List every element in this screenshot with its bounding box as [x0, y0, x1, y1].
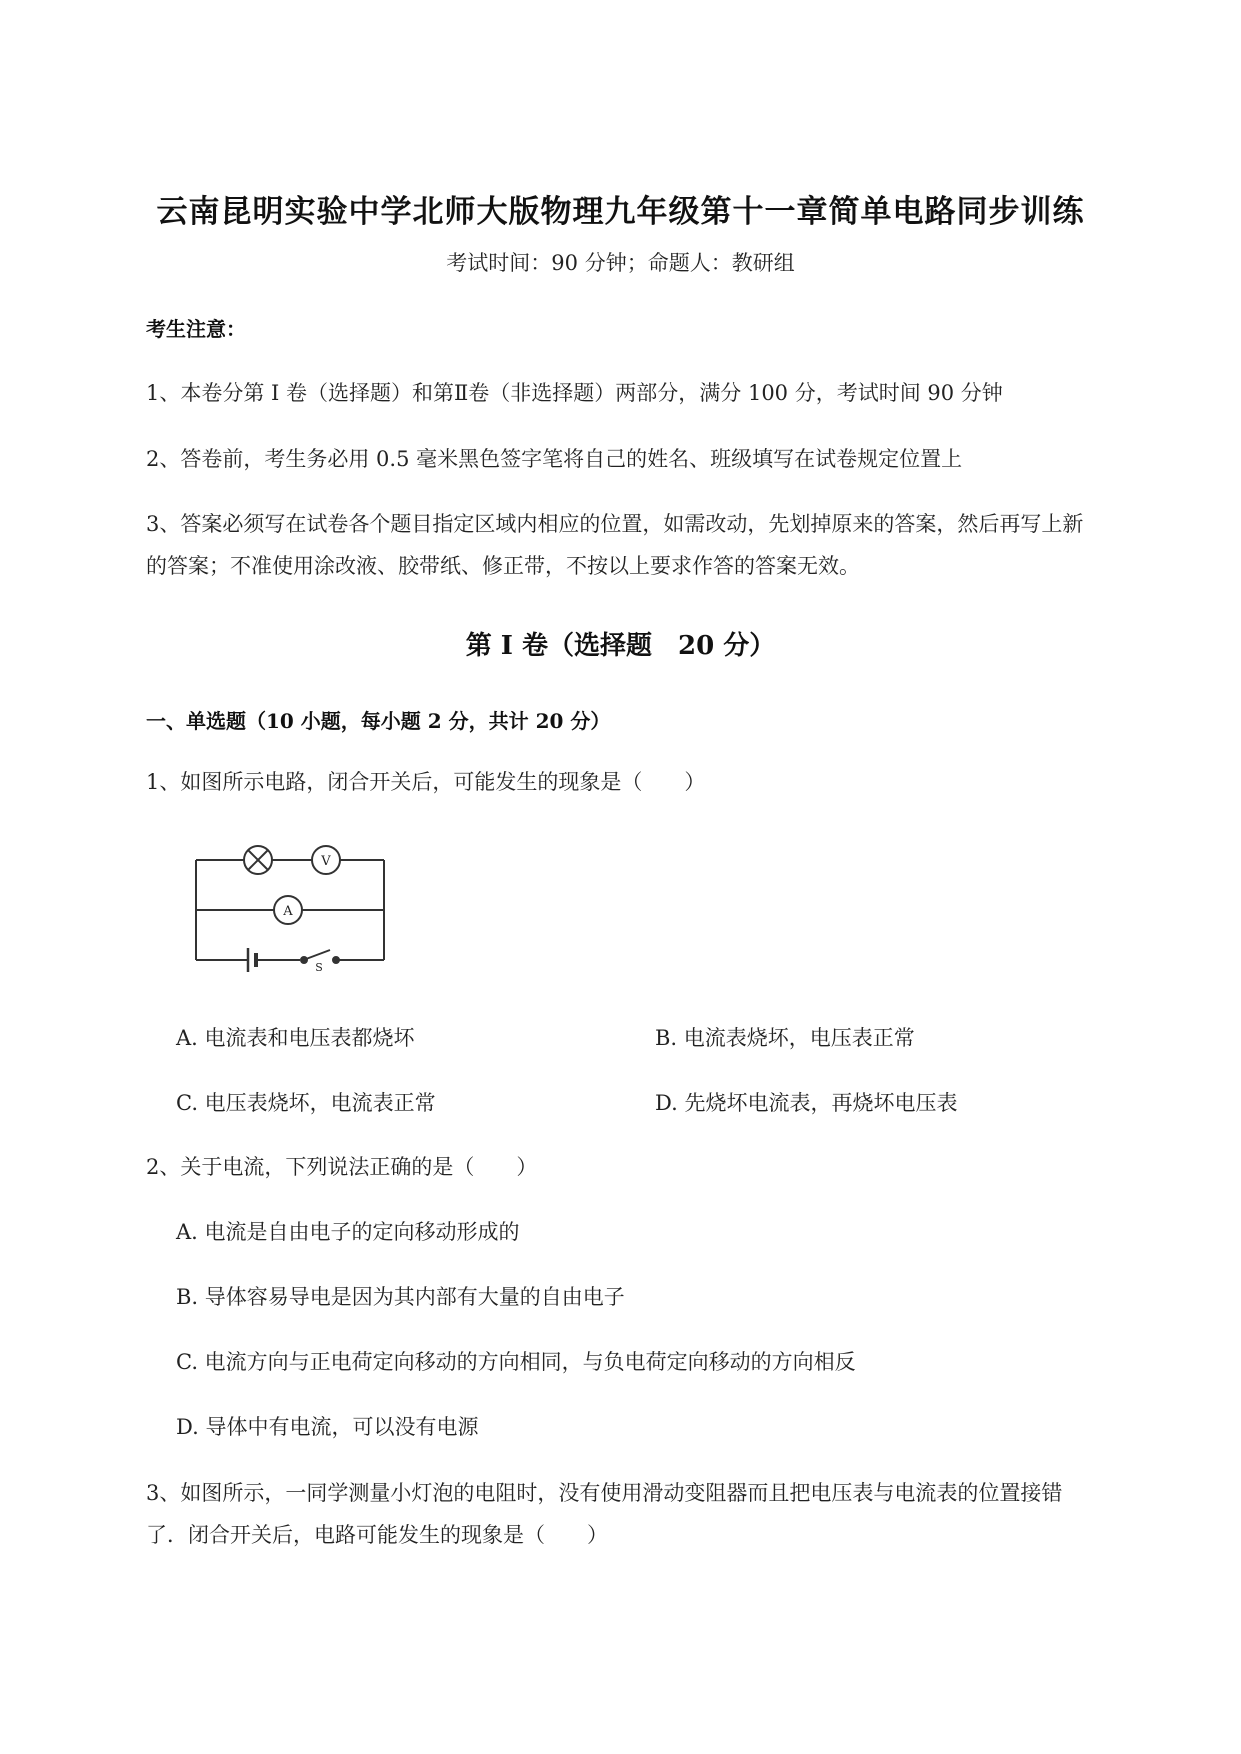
question-1-stem: 1、如图所示电路，闭合开关后，可能发生的现象是（ ） [146, 770, 706, 794]
question-2-stem: 2、关于电流，下列说法正确的是（ ） [146, 1155, 538, 1179]
question-3-stem-line: 了．闭合开关后，电路可能发生的现象是（ ） [146, 1523, 608, 1547]
circuit-diagram [190, 842, 400, 976]
part-heading: 一、单选题（10 小题，每小题 2 分，共计 20 分） [146, 709, 611, 733]
q1-option-b[interactable]: B. 电流表烧坏，电压表正常 [655, 1026, 915, 1050]
voltmeter-label: V [321, 854, 331, 869]
section-title: 第 I 卷（选择题 20 分） [465, 631, 776, 661]
q1-option-c[interactable]: C. 电压表烧坏，电流表正常 [176, 1091, 436, 1115]
q1-option-d[interactable]: D. 先烧坏电流表，再烧坏电压表 [655, 1091, 958, 1115]
switch-label: S [315, 961, 323, 972]
note-item: 的答案；不准使用涂改液、胶带纸、修正带，不按以上要求作答的答案无效。 [146, 554, 860, 578]
exam-info: 考试时间：90 分钟；命题人：教研组 [446, 251, 795, 275]
q2-option-b[interactable]: B. 导体容易导电是因为其内部有大量的自由电子 [176, 1285, 625, 1309]
q1-option-a[interactable]: A. 电流表和电压表都烧坏 [176, 1026, 415, 1050]
note-item: 2、答卷前，考生务必用 0.5 毫米黑色签字笔将自己的姓名、班级填写在试卷规定位置上 [146, 447, 963, 471]
q2-option-d[interactable]: D. 导体中有电流，可以没有电源 [176, 1415, 479, 1439]
q2-option-c[interactable]: C. 电流方向与正电荷定向移动的方向相同，与负电荷定向移动的方向相反 [176, 1350, 856, 1374]
question-3-stem-line: 3、如图所示，一同学测量小灯泡的电阻时，没有使用滑动变阻器而且把电压表与电流表的位置接错 [146, 1481, 1063, 1505]
q2-option-a[interactable]: A. 电流是自由电子的定向移动形成的 [176, 1220, 520, 1244]
notes-heading: 考生注意： [146, 317, 246, 341]
switch-icon [306, 950, 330, 959]
page-title: 云南昆明实验中学北师大版物理九年级第十一章简单电路同步训练 [156, 194, 1085, 230]
note-item: 1、本卷分第 I 卷（选择题）和第Ⅱ卷（非选择题）两部分，满分 100 分，考试时间 90 分钟 [146, 381, 1003, 405]
ammeter-label: A [283, 904, 293, 919]
circuit-svg [190, 842, 400, 972]
note-item: 3、答案必须写在试卷各个题目指定区域内相应的位置，如需改动，先划掉原来的答案，然后再写上新 [146, 512, 1084, 536]
